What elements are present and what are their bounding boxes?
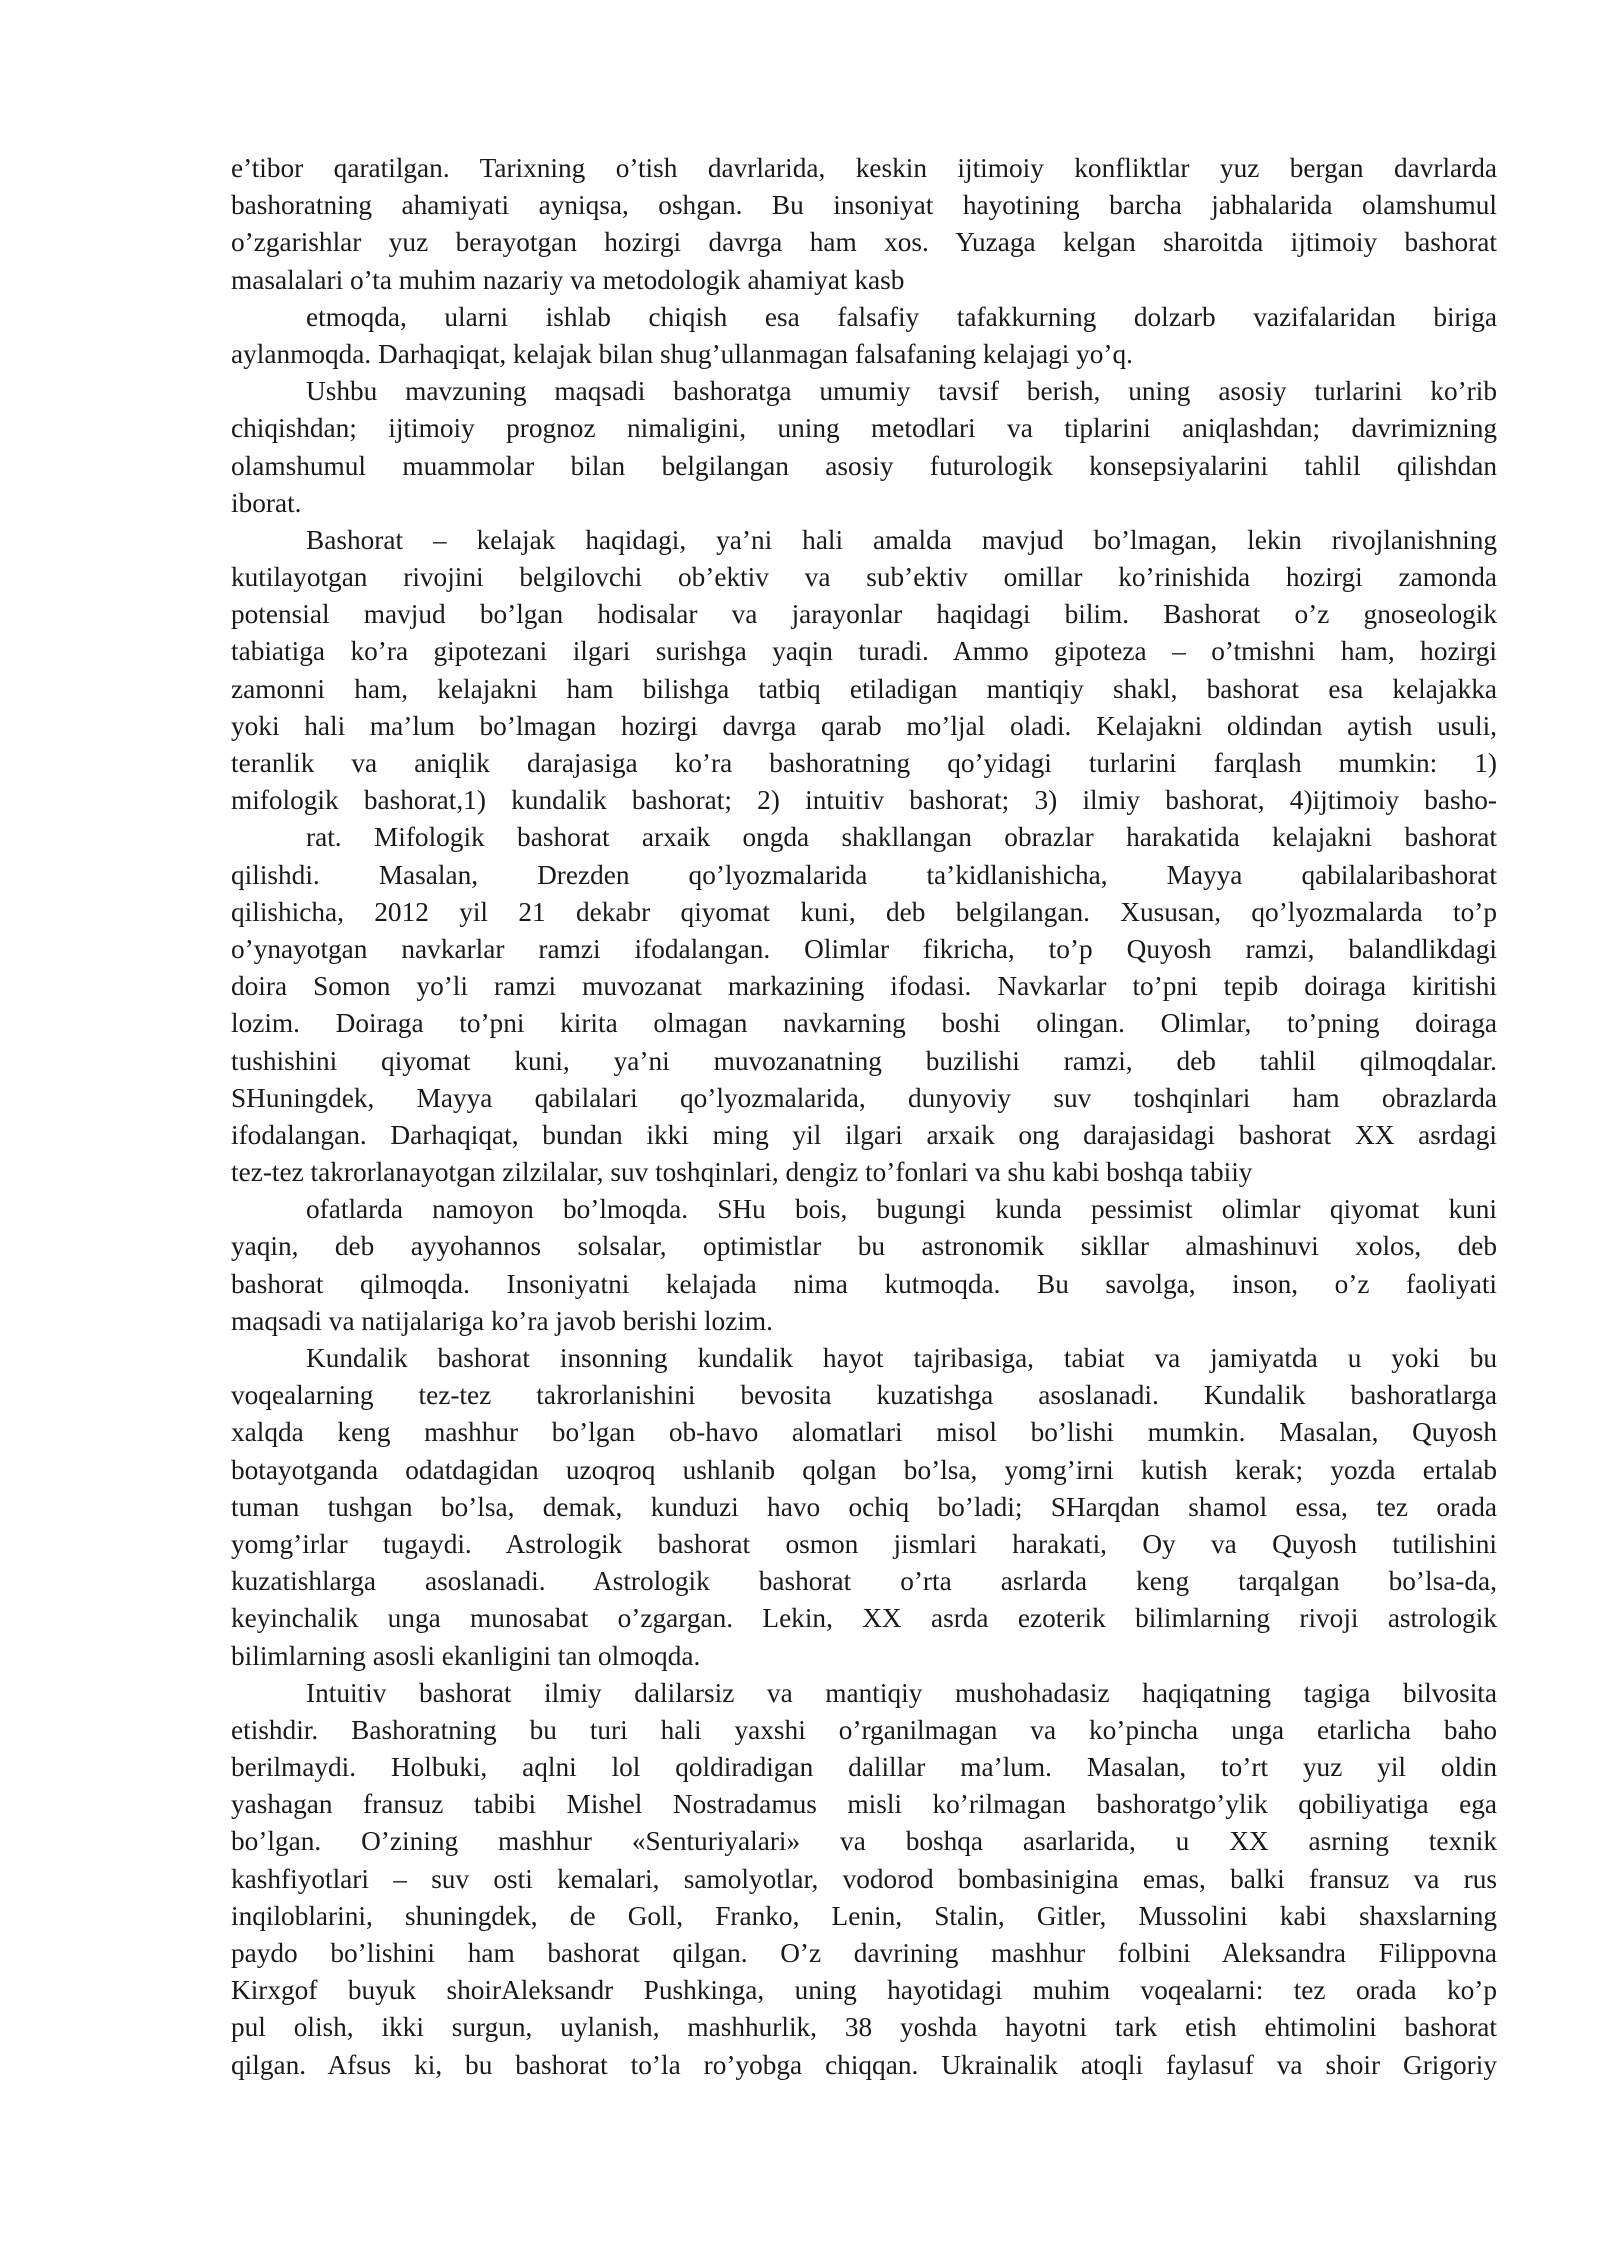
text-line: tushishini qiyomat kuni, ya’ni muvozanatning buzilishi ramzi, deb tahlil qilmoqdalar. [231, 1045, 1497, 1076]
text-line: Intuitiv bashorat ilmiy dalilarsiz va mantiqiy mushohadasiz haqiqatning tagiga bilvosita [306, 1677, 1497, 1708]
text-line: voqealarning tez-tez takrorlanishini bevosita kuzatishga asoslanadi. Kundalik bashoratlarga [231, 1380, 1497, 1411]
text-line: o’zgarishlar yuz berayotgan hozirgi davrga ham xos. Yuzaga kelgan sharoitda ijtimoiy bashorat [231, 227, 1497, 258]
text-line: aylanmoqda. Darhaqiqat, kelajak bilan shug’ullanmagan falsafaning kelajagi yo’q. [231, 338, 1133, 369]
text-line: qilgan. Afsus ki, bu bashorat to’la ro’yobga chiqqan. Ukrainalik atoqli faylasuf va shoir Grigoriy [231, 2049, 1497, 2080]
text-line: Ushbu mavzuning maqsadi bashoratga umumiy tavsif berish, uning asosiy turlarini ko’rib [306, 376, 1497, 407]
text-line: tabiatiga ko’ra gipotezani ilgari surishga yaqin turadi. Ammo gipoteza – o’tmishni ham, hozirgi [231, 636, 1497, 667]
text-line: olamshumul muammolar bilan belgilangan asosiy futurologik konsepsiyalarini tahlil qilishdan [231, 450, 1497, 481]
text-line: potensial mavjud bo’lgan hodisalar va jarayonlar haqidagi bilim. Bashorat o’z gnoseologik [231, 599, 1497, 630]
text-line: kutilayotgan rivojini belgilovchi ob’ektiv va sub’ektiv omillar ko’rinishida hozirgi zamonda [231, 562, 1497, 593]
text-line: xalqda keng mashhur bo’lgan ob-havo alomatlari misol bo’lishi mumkin. Masalan, Quyosh [231, 1417, 1497, 1448]
text-line: rat. Mifologik bashorat arxaik ongda shakllangan obrazlar harakatida kelajakni bashorat [306, 822, 1497, 853]
text-line: o’ynayotgan navkarlar ramzi ifodalangan. Olimlar fikricha, to’p Quyosh ramzi, balandlikdagi [231, 933, 1497, 964]
text-line: paydo bo’lishini ham bashorat qilgan. O’z davrining mashhur folbini Aleksandra Filippovna [231, 1938, 1497, 1968]
text-line: teranlik va aniqlik darajasiga ko’ra bashoratning qo’yidagi turlarini farqlash mumkin: 1) [231, 748, 1497, 778]
text-line: lozim. Doiraga to’pni kirita olmagan navkarning boshi olingan. Olimlar, to’pning doiraga [231, 1008, 1497, 1039]
text-line: tuman tushgan bo’lsa, demak, kunduzi havo ochiq bo’ladi; SHarqdan shamol essa, tez orada [231, 1491, 1497, 1522]
text-line: etishdir. Bashoratning bu turi hali yaxshi o’rganilmagan va ko’pincha unga etarlicha baho [231, 1714, 1497, 1745]
text-line: bo’lgan. O’zining mashhur «Senturiyalari» va boshqa asarlarida, u XX asrning texnik [231, 1826, 1497, 1857]
text-line: etmoqda, ularni ishlab chiqish esa falsafiy tafakkurning dolzarb vazifalaridan biriga [306, 301, 1497, 332]
text-line: doira Somon yo’li ramzi muvozanat markazining ifodasi. Navkarlar to’pni tepib doiraga kiritishi [231, 971, 1497, 1002]
text-line: inqiloblarini, shuningdek, de Goll, Franko, Lenin, Stalin, Gitler, Mussolini kabi shaxslarning [231, 1900, 1497, 1931]
text-line: kashfiyotlari – suv osti kemalari, samolyotlar, vodorod bombasinigina emas, balki fransuz va rus [231, 1863, 1497, 1894]
text-line: qilishdi. Masalan, Drezden qo’lyozmalarida ta’kidlanishicha, Mayya qabilalaribashorat [231, 859, 1497, 890]
text-line: chiqishdan; ijtimoiy prognoz nimaligini, uning metodlari va tiplarini aniqlashdan; davrimizning [231, 413, 1497, 444]
text-line: bashorat qilmoqda. Insoniyatni kelajada nima kutmoqda. Bu savolga, inson, o’z faoliyati [231, 1268, 1497, 1299]
text-line: iborat. [231, 487, 302, 518]
text-line: berilmaydi. Holbuki, aqlni lol qoldiradigan dalillar ma’lum. Masalan, to’rt yuz yil oldin [231, 1752, 1497, 1783]
text-line: yashagan fransuz tabibi Mishel Nostradamus misli ko’rilmagan bashoratgo’ylik qobiliyatiga ega [231, 1789, 1497, 1820]
text-line: masalalari o’ta muhim nazariy va metodologik ahamiyat kasb [231, 264, 905, 295]
text-line: ofatlarda namoyon bo’lmoqda. SHu bois, bugungi kunda pessimist olimlar qiyomat kuni [306, 1194, 1497, 1225]
text-line: qilishicha, 2012 yil 21 dekabr qiyomat kuni, deb belgilangan. Xususan, qo’lyozmalarda to’p [231, 896, 1497, 927]
text-line: mifologik bashorat,1) kundalik bashorat; 2) intuitiv bashorat; 3) ilmiy bashorat, 4)ijtimoiy basho- [231, 785, 1497, 816]
text-line: Kundalik bashorat insonning kundalik hayot tajribasiga, tabiat va jamiyatda u yoki bu [306, 1343, 1497, 1373]
text-line: yomg’irlar tugaydi. Astrologik bashorat osmon jismlari harakati, Oy va Quyosh tutilishini [231, 1528, 1497, 1559]
text-line: Bashorat – kelajak haqidagi, ya’ni hali amalda mavjud bo’lmagan, lekin rivojlanishning [306, 524, 1497, 555]
text-line: maqsadi va natijalariga ko’ra javob berishi lozim. [231, 1305, 773, 1336]
document-page [231, 150, 1497, 2084]
text-line: ifodalangan. Darhaqiqat, bundan ikki ming yil ilgari arxaik ong darajasidagi bashorat XX asrdagi [231, 1119, 1497, 1150]
text-line: yoki hali ma’lum bo’lmagan hozirgi davrga qarab mo’ljal oladi. Kelajakni oldindan aytish usuli, [231, 710, 1497, 741]
text-line: SHuningdek, Mayya qabilalari qo’lyozmalarida, dunyoviy suv toshqinlari ham obrazlarda [231, 1082, 1497, 1113]
text-line: bashoratning ahamiyati ayniqsa, oshgan. Bu insoniyat hayotining barcha jabhalarida olamshumul [231, 190, 1497, 221]
text-line: botayotganda odatdagidan uzoqroq ushlanib qolgan bo’lsa, yomg’irni kutish kerak; yozda ertalab [231, 1454, 1497, 1485]
text-line: yaqin, deb ayyohannos solsalar, optimistlar bu astronomik sikllar almashinuvi xolos, deb [231, 1231, 1497, 1262]
text-line: zamonni ham, kelajakni ham bilishga tatbiq etiladigan mantiqiy shakl, bashorat esa kelajakka [231, 673, 1497, 704]
text-line: bilimlarning asosli ekanligini tan olmoqda. [231, 1640, 701, 1671]
text-line: tez-tez takrorlanayotgan zilzilalar, suv toshqinlari, dengiz to’fonlari va shu kabi boshqa tabiiy [231, 1157, 1253, 1188]
text-line: e’tibor qaratilgan. Tarixning o’tish davrlarida, keskin ijtimoiy konfliktlar yuz bergan davrlarda [231, 153, 1497, 183]
text-line: kuzatishlarga asoslanadi. Astrologik bashorat o’rta asrlarda keng tarqalgan bo’lsa-da, [231, 1566, 1497, 1597]
text-line: Kirxgof buyuk shoirAleksandr Pushkinga, uning hayotidagi muhim voqealarni: tez orada ko’p [231, 1975, 1497, 2006]
text-line: keyinchalik unga munosabat o’zgargan. Lekin, XX asrda ezoterik bilimlarning rivoji astrologik [231, 1603, 1497, 1634]
text-line: pul olish, ikki surgun, uylanish, mashhurlik, 38 yoshda hayotni tark etish ehtimolini bashorat [231, 2012, 1497, 2043]
